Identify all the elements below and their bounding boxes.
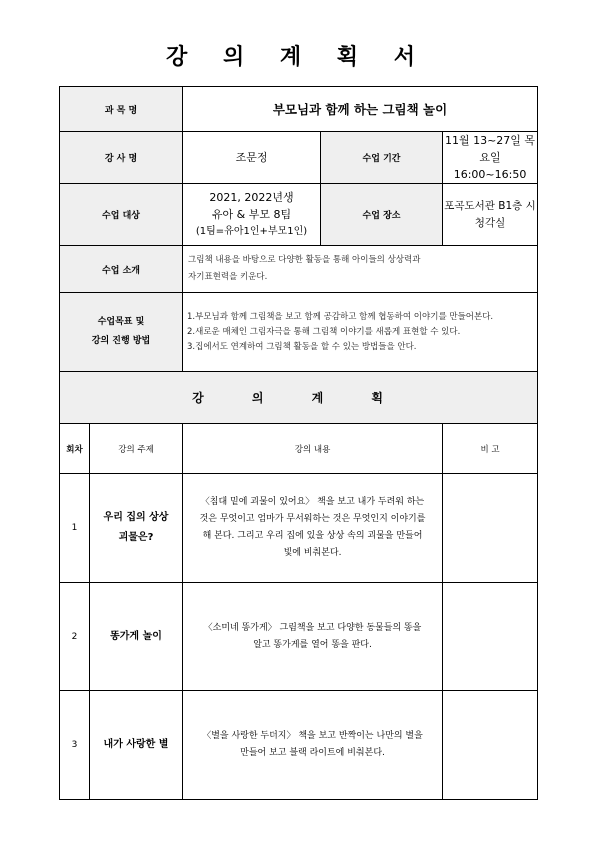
session-topic: 내가 사랑한 별 xyxy=(90,691,183,800)
plan-heading: 강 의 계 획 xyxy=(60,372,538,424)
document-title: 강 의 계 획 서 xyxy=(166,45,429,70)
goals-list xyxy=(183,293,538,372)
goal-item-2: 2.새로운 매체인 그림자극을 통해 그림책 이야기를 새롭게 표현할 수 있다. xyxy=(187,326,461,337)
goal-item-1: 1.부모님과 함께 그림책을 보고 함께 공감하고 함께 협동하여 이야기를 만들어본다. xyxy=(187,311,494,322)
intro-line-2: 자기표현력을 키운다. xyxy=(188,272,268,282)
content-line: 빛에 비춰본다. xyxy=(283,548,342,558)
period-dates: 11월 13~27일 목요일 xyxy=(444,134,536,164)
session-note xyxy=(443,474,538,583)
target-label: 수업 대상 xyxy=(60,184,183,246)
intro-row xyxy=(60,246,538,293)
table-row xyxy=(60,474,538,583)
goals-label-line-2: 강의 진행 방법 xyxy=(91,336,151,346)
table-row xyxy=(60,691,538,800)
target-years: 2021, 2022년생 xyxy=(209,191,294,204)
table-row xyxy=(60,583,538,691)
place-value: 포곡도서관 B1층 시청각실 xyxy=(443,184,538,246)
intro-label: 수업 소개 xyxy=(60,246,183,293)
target-team-note: (1팀=유아1인+부모1인) xyxy=(195,226,308,237)
course-row xyxy=(60,87,538,132)
period-label: 수업 기간 xyxy=(321,132,443,184)
session-content xyxy=(183,583,443,691)
instructor-value: 조문정 xyxy=(183,132,321,184)
instructor-label: 강 사 명 xyxy=(60,132,183,184)
content-line: 〈소미네 똥가게〉 그림책을 보고 다양한 동물들의 똥을 xyxy=(203,622,422,633)
instructor-row xyxy=(60,132,538,184)
goal-item-3: 3.집에서도 연계하여 그림책 활동을 할 수 있는 방법들을 안다. xyxy=(187,341,417,352)
goals-label-line-1: 수업목표 및 xyxy=(97,317,145,327)
target-row xyxy=(60,184,538,246)
target-value xyxy=(183,184,321,246)
period-value xyxy=(443,132,538,184)
lecture-plan-table xyxy=(59,86,538,800)
session-topic: 똥가게 놀이 xyxy=(90,583,183,691)
content-line: 〈침대 밑에 괴물이 있어요〉 책을 보고 내가 두려워 하는 xyxy=(200,497,425,507)
intro-text xyxy=(183,246,538,293)
session-note xyxy=(443,691,538,800)
topic-line-1: 우리 집의 상상 xyxy=(103,512,169,523)
period-time: 16:00~16:50 xyxy=(453,168,527,181)
session-number: 3 xyxy=(60,691,90,800)
goals-label xyxy=(60,293,183,372)
content-line: 해 본다. 그리고 우리 집에 있을 상상 속의 괴물을 만들어 xyxy=(202,531,423,541)
course-value: 부모님과 함께 하는 그림책 놀이 xyxy=(183,87,538,132)
content-line: 〈별을 사랑한 두더지〉 책을 보고 반짝이는 나만의 별을 xyxy=(202,731,423,741)
content-line: 알고 똥가게를 열어 똥을 판다. xyxy=(253,639,372,650)
topic-line-2: 괴물은? xyxy=(118,532,154,543)
session-topic xyxy=(90,474,183,583)
course-label: 과 목 명 xyxy=(60,87,183,132)
intro-line-1: 그림책 내용을 바탕으로 다양한 활동을 통해 아이들의 상상력과 xyxy=(188,255,421,265)
content-line: 것은 무엇이고 엄마가 무서워하는 것은 무엇인지 이야기를 xyxy=(199,514,426,524)
place-label: 수업 장소 xyxy=(321,184,443,246)
target-teams: 유아 & 부모 8팀 xyxy=(211,208,292,221)
goals-row xyxy=(60,293,538,372)
session-content xyxy=(183,691,443,800)
col-content-header: 강의 내용 xyxy=(183,424,443,474)
content-line: 만들어 보고 블랙 라이트에 비춰본다. xyxy=(240,748,385,758)
session-number: 1 xyxy=(60,474,90,583)
session-note xyxy=(443,583,538,691)
plan-column-headers xyxy=(60,424,538,474)
col-note-header: 비 고 xyxy=(443,424,538,474)
session-content xyxy=(183,474,443,583)
col-topic-header: 강의 주제 xyxy=(90,424,183,474)
plan-heading-row xyxy=(60,372,538,424)
col-session-header: 회차 xyxy=(60,424,90,474)
session-number: 2 xyxy=(60,583,90,691)
